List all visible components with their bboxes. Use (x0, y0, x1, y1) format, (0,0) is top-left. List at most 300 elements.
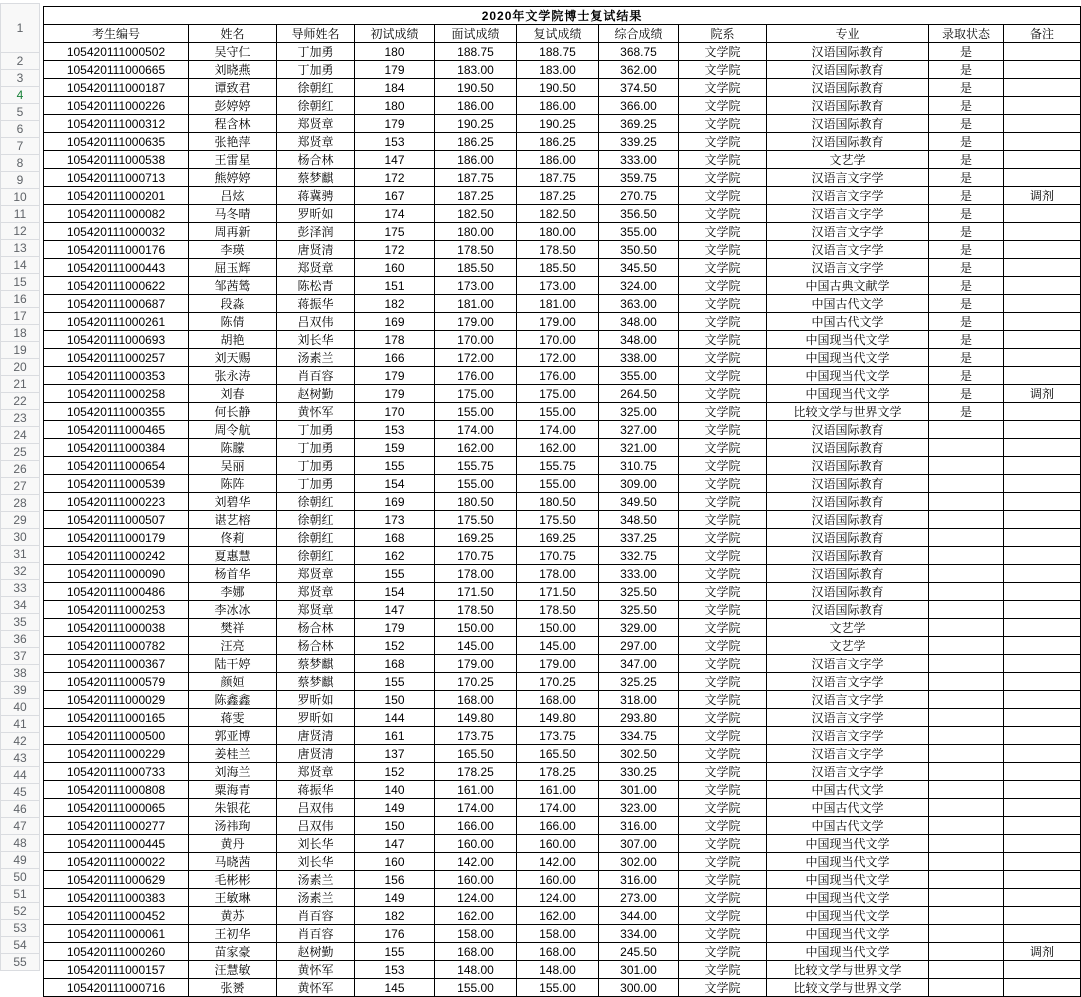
cell-initial-score[interactable]: 169 (355, 313, 435, 331)
cell-remark[interactable] (1004, 439, 1081, 457)
row-number-cell[interactable]: 39 (0, 682, 40, 699)
row-number-cell[interactable]: 8 (0, 155, 40, 172)
cell-supervisor[interactable]: 杨合林 (277, 637, 355, 655)
cell-exam-id[interactable]: 105420111000716 (44, 979, 189, 997)
cell-department[interactable]: 文学院 (679, 871, 767, 889)
cell-remark[interactable] (1004, 727, 1081, 745)
cell-remark[interactable]: 调剂 (1004, 943, 1081, 961)
row-number-cell[interactable]: 54 (0, 937, 40, 954)
cell-initial-score[interactable]: 155 (355, 565, 435, 583)
cell-name[interactable]: 刘天赐 (189, 349, 277, 367)
cell-retest-score[interactable]: 180.50 (517, 493, 599, 511)
cell-admission-status[interactable]: 是 (929, 295, 1004, 313)
cell-name[interactable]: 张赟 (189, 979, 277, 997)
cell-total-score[interactable]: 355.00 (599, 223, 679, 241)
cell-department[interactable]: 文学院 (679, 475, 767, 493)
cell-remark[interactable]: 调剂 (1004, 385, 1081, 403)
cell-admission-status[interactable] (929, 601, 1004, 619)
cell-supervisor[interactable]: 杨合林 (277, 151, 355, 169)
cell-supervisor[interactable]: 刘长华 (277, 853, 355, 871)
cell-name[interactable]: 夏惠慧 (189, 547, 277, 565)
row-number-cell[interactable]: 43 (0, 750, 40, 767)
cell-name[interactable]: 郭亚博 (189, 727, 277, 745)
row-number-cell[interactable]: 53 (0, 920, 40, 937)
row-number-cell[interactable]: 46 (0, 801, 40, 818)
row-number-cell[interactable]: 32 (0, 563, 40, 580)
cell-major[interactable]: 汉语国际教育 (767, 511, 929, 529)
cell-remark[interactable] (1004, 457, 1081, 475)
cell-name[interactable]: 周令航 (189, 421, 277, 439)
cell-total-score[interactable]: 369.25 (599, 115, 679, 133)
cell-department[interactable]: 文学院 (679, 907, 767, 925)
cell-major[interactable]: 中国古代文学 (767, 295, 929, 313)
cell-interview-score[interactable]: 178.00 (435, 565, 517, 583)
cell-initial-score[interactable]: 179 (355, 367, 435, 385)
cell-admission-status[interactable] (929, 799, 1004, 817)
cell-total-score[interactable]: 325.00 (599, 403, 679, 421)
cell-initial-score[interactable]: 168 (355, 655, 435, 673)
row-number-cell[interactable]: 55 (0, 954, 40, 971)
cell-major[interactable]: 汉语言文字学 (767, 709, 929, 727)
cell-retest-score[interactable]: 175.00 (517, 385, 599, 403)
cell-department[interactable]: 文学院 (679, 313, 767, 331)
cell-total-score[interactable]: 363.00 (599, 295, 679, 313)
cell-admission-status[interactable]: 是 (929, 115, 1004, 133)
cell-initial-score[interactable]: 147 (355, 151, 435, 169)
cell-initial-score[interactable]: 168 (355, 529, 435, 547)
cell-total-score[interactable]: 321.00 (599, 439, 679, 457)
cell-retest-score[interactable]: 176.00 (517, 367, 599, 385)
cell-total-score[interactable]: 309.00 (599, 475, 679, 493)
cell-exam-id[interactable]: 105420111000538 (44, 151, 189, 169)
cell-exam-id[interactable]: 105420111000260 (44, 943, 189, 961)
cell-name[interactable]: 陈倩 (189, 313, 277, 331)
cell-exam-id[interactable]: 105420111000507 (44, 511, 189, 529)
cell-interview-score[interactable]: 160.00 (435, 871, 517, 889)
cell-interview-score[interactable]: 186.00 (435, 97, 517, 115)
cell-retest-score[interactable]: 187.75 (517, 169, 599, 187)
cell-remark[interactable] (1004, 421, 1081, 439)
column-header-initial-score[interactable]: 初试成绩 (355, 25, 435, 43)
cell-supervisor[interactable]: 丁加勇 (277, 457, 355, 475)
cell-name[interactable]: 周再新 (189, 223, 277, 241)
cell-department[interactable]: 文学院 (679, 799, 767, 817)
cell-department[interactable]: 文学院 (679, 223, 767, 241)
row-number-cell[interactable]: 22 (0, 393, 40, 410)
cell-total-score[interactable]: 316.00 (599, 871, 679, 889)
cell-retest-score[interactable]: 186.00 (517, 151, 599, 169)
cell-admission-status[interactable] (929, 619, 1004, 637)
cell-supervisor[interactable]: 蒋冀骋 (277, 187, 355, 205)
cell-retest-score[interactable]: 158.00 (517, 925, 599, 943)
cell-exam-id[interactable]: 105420111000253 (44, 601, 189, 619)
cell-initial-score[interactable]: 149 (355, 799, 435, 817)
cell-exam-id[interactable]: 105420111000061 (44, 925, 189, 943)
cell-initial-score[interactable]: 172 (355, 169, 435, 187)
row-number-cell[interactable]: 18 (0, 325, 40, 342)
cell-interview-score[interactable]: 190.50 (435, 79, 517, 97)
cell-retest-score[interactable]: 150.00 (517, 619, 599, 637)
cell-retest-score[interactable]: 161.00 (517, 781, 599, 799)
cell-department[interactable]: 文学院 (679, 709, 767, 727)
cell-department[interactable]: 文学院 (679, 943, 767, 961)
cell-major[interactable]: 汉语国际教育 (767, 79, 929, 97)
cell-supervisor[interactable]: 吕双伟 (277, 313, 355, 331)
cell-name[interactable]: 程含林 (189, 115, 277, 133)
cell-name[interactable]: 邹茜鸶 (189, 277, 277, 295)
cell-exam-id[interactable]: 105420111000500 (44, 727, 189, 745)
cell-initial-score[interactable]: 172 (355, 241, 435, 259)
cell-name[interactable]: 蒋雯 (189, 709, 277, 727)
cell-remark[interactable] (1004, 565, 1081, 583)
cell-admission-status[interactable]: 是 (929, 385, 1004, 403)
cell-retest-score[interactable]: 148.00 (517, 961, 599, 979)
cell-remark[interactable] (1004, 799, 1081, 817)
cell-initial-score[interactable]: 152 (355, 637, 435, 655)
cell-name[interactable]: 朱银花 (189, 799, 277, 817)
cell-retest-score[interactable]: 179.00 (517, 655, 599, 673)
cell-remark[interactable] (1004, 61, 1081, 79)
cell-supervisor[interactable]: 徐朝红 (277, 97, 355, 115)
cell-initial-score[interactable]: 154 (355, 583, 435, 601)
cell-supervisor[interactable]: 彭泽润 (277, 223, 355, 241)
cell-interview-score[interactable]: 173.00 (435, 277, 517, 295)
cell-remark[interactable] (1004, 601, 1081, 619)
cell-supervisor[interactable]: 郑贤章 (277, 565, 355, 583)
cell-supervisor[interactable]: 陈松青 (277, 277, 355, 295)
cell-exam-id[interactable]: 105420111000179 (44, 529, 189, 547)
cell-admission-status[interactable] (929, 871, 1004, 889)
cell-department[interactable]: 文学院 (679, 205, 767, 223)
cell-initial-score[interactable]: 137 (355, 745, 435, 763)
cell-major[interactable]: 汉语国际教育 (767, 43, 929, 61)
cell-interview-score[interactable]: 171.50 (435, 583, 517, 601)
cell-admission-status[interactable] (929, 709, 1004, 727)
cell-remark[interactable] (1004, 745, 1081, 763)
cell-supervisor[interactable]: 唐贤清 (277, 727, 355, 745)
cell-supervisor[interactable]: 丁加勇 (277, 43, 355, 61)
cell-interview-score[interactable]: 145.00 (435, 637, 517, 655)
cell-admission-status[interactable] (929, 529, 1004, 547)
cell-exam-id[interactable]: 105420111000258 (44, 385, 189, 403)
cell-initial-score[interactable]: 160 (355, 853, 435, 871)
cell-retest-score[interactable]: 142.00 (517, 853, 599, 871)
cell-interview-score[interactable]: 166.00 (435, 817, 517, 835)
cell-total-score[interactable]: 350.50 (599, 241, 679, 259)
cell-initial-score[interactable]: 149 (355, 889, 435, 907)
cell-exam-id[interactable]: 105420111000635 (44, 133, 189, 151)
cell-total-score[interactable]: 318.00 (599, 691, 679, 709)
cell-remark[interactable] (1004, 853, 1081, 871)
cell-name[interactable]: 彭婷婷 (189, 97, 277, 115)
cell-supervisor[interactable]: 徐朝红 (277, 79, 355, 97)
row-number-cell[interactable]: 29 (0, 512, 40, 529)
cell-admission-status[interactable]: 是 (929, 313, 1004, 331)
cell-name[interactable]: 陈鑫鑫 (189, 691, 277, 709)
cell-supervisor[interactable]: 丁加勇 (277, 439, 355, 457)
cell-admission-status[interactable] (929, 925, 1004, 943)
cell-admission-status[interactable] (929, 961, 1004, 979)
cell-exam-id[interactable]: 105420111000713 (44, 169, 189, 187)
row-number-cell[interactable]: 48 (0, 835, 40, 852)
cell-admission-status[interactable]: 是 (929, 43, 1004, 61)
cell-retest-score[interactable]: 179.00 (517, 313, 599, 331)
cell-department[interactable]: 文学院 (679, 673, 767, 691)
cell-major[interactable]: 中国古代文学 (767, 313, 929, 331)
cell-interview-score[interactable]: 155.00 (435, 475, 517, 493)
cell-supervisor[interactable]: 罗昕如 (277, 205, 355, 223)
cell-retest-score[interactable]: 162.00 (517, 907, 599, 925)
cell-exam-id[interactable]: 105420111000443 (44, 259, 189, 277)
cell-supervisor[interactable]: 肖百容 (277, 925, 355, 943)
cell-initial-score[interactable]: 175 (355, 223, 435, 241)
cell-major[interactable]: 汉语言文字学 (767, 187, 929, 205)
cell-admission-status[interactable]: 是 (929, 205, 1004, 223)
row-number-cell[interactable]: 27 (0, 478, 40, 495)
cell-remark[interactable] (1004, 277, 1081, 295)
cell-admission-status[interactable] (929, 979, 1004, 997)
cell-retest-score[interactable]: 190.50 (517, 79, 599, 97)
cell-name[interactable]: 佟莉 (189, 529, 277, 547)
cell-remark[interactable] (1004, 907, 1081, 925)
cell-admission-status[interactable]: 是 (929, 133, 1004, 151)
cell-retest-score[interactable]: 174.00 (517, 421, 599, 439)
cell-total-score[interactable]: 325.50 (599, 583, 679, 601)
cell-retest-score[interactable]: 165.50 (517, 745, 599, 763)
cell-remark[interactable] (1004, 367, 1081, 385)
cell-admission-status[interactable] (929, 475, 1004, 493)
cell-exam-id[interactable]: 105420111000090 (44, 565, 189, 583)
cell-exam-id[interactable]: 105420111000242 (44, 547, 189, 565)
cell-admission-status[interactable] (929, 547, 1004, 565)
row-number-cell[interactable]: 36 (0, 631, 40, 648)
cell-retest-score[interactable]: 168.00 (517, 943, 599, 961)
cell-department[interactable]: 文学院 (679, 601, 767, 619)
cell-total-score[interactable]: 300.00 (599, 979, 679, 997)
cell-exam-id[interactable]: 105420111000383 (44, 889, 189, 907)
cell-exam-id[interactable]: 105420111000032 (44, 223, 189, 241)
cell-major[interactable]: 中国古代文学 (767, 817, 929, 835)
cell-supervisor[interactable]: 蒋振华 (277, 781, 355, 799)
cell-exam-id[interactable]: 105420111000654 (44, 457, 189, 475)
cell-retest-score[interactable]: 124.00 (517, 889, 599, 907)
cell-name[interactable]: 谌艺榕 (189, 511, 277, 529)
row-number-cell[interactable]: 50 (0, 869, 40, 886)
cell-total-score[interactable]: 345.50 (599, 259, 679, 277)
cell-interview-score[interactable]: 168.00 (435, 943, 517, 961)
cell-retest-score[interactable]: 160.00 (517, 835, 599, 853)
cell-name[interactable]: 汤祎珣 (189, 817, 277, 835)
column-header-name[interactable]: 姓名 (189, 25, 277, 43)
cell-admission-status[interactable] (929, 943, 1004, 961)
cell-department[interactable]: 文学院 (679, 43, 767, 61)
cell-interview-score[interactable]: 179.00 (435, 655, 517, 673)
cell-major[interactable]: 中国现当代文学 (767, 943, 929, 961)
cell-exam-id[interactable]: 105420111000157 (44, 961, 189, 979)
cell-supervisor[interactable]: 汤素兰 (277, 349, 355, 367)
cell-total-score[interactable]: 356.50 (599, 205, 679, 223)
cell-interview-score[interactable]: 169.25 (435, 529, 517, 547)
cell-admission-status[interactable]: 是 (929, 367, 1004, 385)
cell-total-score[interactable]: 297.00 (599, 637, 679, 655)
cell-exam-id[interactable]: 105420111000367 (44, 655, 189, 673)
cell-total-score[interactable]: 344.00 (599, 907, 679, 925)
cell-supervisor[interactable]: 郑贤章 (277, 763, 355, 781)
row-number-cell[interactable]: 17 (0, 308, 40, 325)
cell-exam-id[interactable]: 105420111000353 (44, 367, 189, 385)
cell-remark[interactable] (1004, 961, 1081, 979)
cell-name[interactable]: 毛彬彬 (189, 871, 277, 889)
cell-total-score[interactable]: 349.50 (599, 493, 679, 511)
row-number-cell[interactable]: 5 (0, 104, 40, 121)
column-header-department[interactable]: 院系 (679, 25, 767, 43)
cell-remark[interactable] (1004, 619, 1081, 637)
cell-exam-id[interactable]: 105420111000022 (44, 853, 189, 871)
cell-name[interactable]: 杨首华 (189, 565, 277, 583)
cell-interview-score[interactable]: 172.00 (435, 349, 517, 367)
cell-total-score[interactable]: 329.00 (599, 619, 679, 637)
cell-department[interactable]: 文学院 (679, 151, 767, 169)
cell-admission-status[interactable]: 是 (929, 79, 1004, 97)
cell-name[interactable]: 段淼 (189, 295, 277, 313)
cell-total-score[interactable]: 368.75 (599, 43, 679, 61)
column-header-retest-score[interactable]: 复试成绩 (517, 25, 599, 43)
cell-retest-score[interactable]: 155.75 (517, 457, 599, 475)
cell-exam-id[interactable]: 105420111000257 (44, 349, 189, 367)
cell-total-score[interactable]: 348.00 (599, 313, 679, 331)
cell-remark[interactable] (1004, 349, 1081, 367)
cell-supervisor[interactable]: 吕双伟 (277, 817, 355, 835)
cell-supervisor[interactable]: 丁加勇 (277, 61, 355, 79)
cell-retest-score[interactable]: 186.00 (517, 97, 599, 115)
cell-interview-score[interactable]: 170.75 (435, 547, 517, 565)
column-header-admission-status[interactable]: 录取状态 (929, 25, 1004, 43)
cell-remark[interactable] (1004, 691, 1081, 709)
row-number-cell[interactable]: 20 (0, 359, 40, 376)
column-header-exam-id[interactable]: 考生编号 (44, 25, 189, 43)
cell-retest-score[interactable]: 168.00 (517, 691, 599, 709)
row-number-cell[interactable]: 3 (0, 70, 40, 87)
row-number-cell[interactable]: 41 (0, 716, 40, 733)
cell-initial-score[interactable]: 180 (355, 97, 435, 115)
cell-initial-score[interactable]: 150 (355, 691, 435, 709)
cell-interview-score[interactable]: 187.25 (435, 187, 517, 205)
cell-name[interactable]: 陈朦 (189, 439, 277, 457)
cell-department[interactable]: 文学院 (679, 259, 767, 277)
cell-retest-score[interactable]: 178.25 (517, 763, 599, 781)
column-header-interview-score[interactable]: 面试成绩 (435, 25, 517, 43)
cell-name[interactable]: 熊婷婷 (189, 169, 277, 187)
cell-exam-id[interactable]: 105420111000665 (44, 61, 189, 79)
cell-exam-id[interactable]: 105420111000622 (44, 277, 189, 295)
cell-department[interactable]: 文学院 (679, 295, 767, 313)
cell-remark[interactable] (1004, 655, 1081, 673)
cell-interview-score[interactable]: 124.00 (435, 889, 517, 907)
cell-department[interactable]: 文学院 (679, 853, 767, 871)
row-number-cell[interactable]: 52 (0, 903, 40, 920)
cell-retest-score[interactable]: 173.00 (517, 277, 599, 295)
cell-major[interactable]: 汉语言文字学 (767, 205, 929, 223)
cell-supervisor[interactable]: 蔡梦麒 (277, 655, 355, 673)
cell-supervisor[interactable]: 黄怀军 (277, 403, 355, 421)
cell-interview-score[interactable]: 176.00 (435, 367, 517, 385)
cell-initial-score[interactable]: 176 (355, 925, 435, 943)
cell-supervisor[interactable]: 郑贤章 (277, 583, 355, 601)
cell-supervisor[interactable]: 黄怀军 (277, 961, 355, 979)
cell-name[interactable]: 颜姮 (189, 673, 277, 691)
cell-exam-id[interactable]: 105420111000579 (44, 673, 189, 691)
cell-retest-score[interactable]: 171.50 (517, 583, 599, 601)
cell-initial-score[interactable]: 179 (355, 61, 435, 79)
cell-major[interactable]: 汉语国际教育 (767, 97, 929, 115)
cell-department[interactable]: 文学院 (679, 277, 767, 295)
row-number-cell[interactable]: 47 (0, 818, 40, 835)
cell-interview-score[interactable]: 173.75 (435, 727, 517, 745)
cell-total-score[interactable]: 333.00 (599, 565, 679, 583)
cell-major[interactable]: 中国现当代文学 (767, 871, 929, 889)
cell-exam-id[interactable]: 105420111000808 (44, 781, 189, 799)
cell-initial-score[interactable]: 152 (355, 763, 435, 781)
cell-remark[interactable] (1004, 925, 1081, 943)
cell-major[interactable]: 中国现当代文学 (767, 385, 929, 403)
cell-interview-score[interactable]: 185.50 (435, 259, 517, 277)
cell-interview-score[interactable]: 186.00 (435, 151, 517, 169)
cell-retest-score[interactable]: 185.50 (517, 259, 599, 277)
cell-admission-status[interactable]: 是 (929, 97, 1004, 115)
cell-admission-status[interactable] (929, 565, 1004, 583)
cell-remark[interactable] (1004, 205, 1081, 223)
cell-department[interactable]: 文学院 (679, 61, 767, 79)
cell-department[interactable]: 文学院 (679, 547, 767, 565)
cell-department[interactable]: 文学院 (679, 817, 767, 835)
cell-name[interactable]: 黄苏 (189, 907, 277, 925)
cell-major[interactable]: 文艺学 (767, 619, 929, 637)
cell-interview-score[interactable]: 168.00 (435, 691, 517, 709)
cell-exam-id[interactable]: 105420111000187 (44, 79, 189, 97)
cell-name[interactable]: 屈玉辉 (189, 259, 277, 277)
cell-exam-id[interactable]: 105420111000465 (44, 421, 189, 439)
cell-total-score[interactable]: 334.00 (599, 925, 679, 943)
row-number-cell[interactable]: 49 (0, 852, 40, 869)
cell-initial-score[interactable]: 162 (355, 547, 435, 565)
cell-interview-score[interactable]: 149.80 (435, 709, 517, 727)
cell-admission-status[interactable]: 是 (929, 61, 1004, 79)
cell-total-score[interactable]: 332.75 (599, 547, 679, 565)
cell-department[interactable]: 文学院 (679, 781, 767, 799)
cell-interview-score[interactable]: 178.25 (435, 763, 517, 781)
cell-major[interactable]: 汉语国际教育 (767, 457, 929, 475)
cell-major[interactable]: 文艺学 (767, 637, 929, 655)
cell-initial-score[interactable]: 155 (355, 673, 435, 691)
cell-name[interactable]: 粟海青 (189, 781, 277, 799)
cell-remark[interactable] (1004, 43, 1081, 61)
cell-total-score[interactable]: 359.75 (599, 169, 679, 187)
cell-major[interactable]: 汉语言文字学 (767, 691, 929, 709)
cell-name[interactable]: 陈阵 (189, 475, 277, 493)
cell-supervisor[interactable]: 蔡梦麒 (277, 673, 355, 691)
cell-supervisor[interactable]: 唐贤清 (277, 745, 355, 763)
cell-supervisor[interactable]: 罗昕如 (277, 691, 355, 709)
cell-admission-status[interactable] (929, 457, 1004, 475)
cell-department[interactable]: 文学院 (679, 583, 767, 601)
row-number-cell[interactable]: 7 (0, 138, 40, 155)
cell-remark[interactable] (1004, 169, 1081, 187)
row-number-cell[interactable]: 9 (0, 172, 40, 189)
row-number-cell[interactable]: 28 (0, 495, 40, 512)
cell-major[interactable]: 汉语国际教育 (767, 475, 929, 493)
cell-interview-score[interactable]: 178.50 (435, 241, 517, 259)
cell-major[interactable]: 汉语国际教育 (767, 547, 929, 565)
